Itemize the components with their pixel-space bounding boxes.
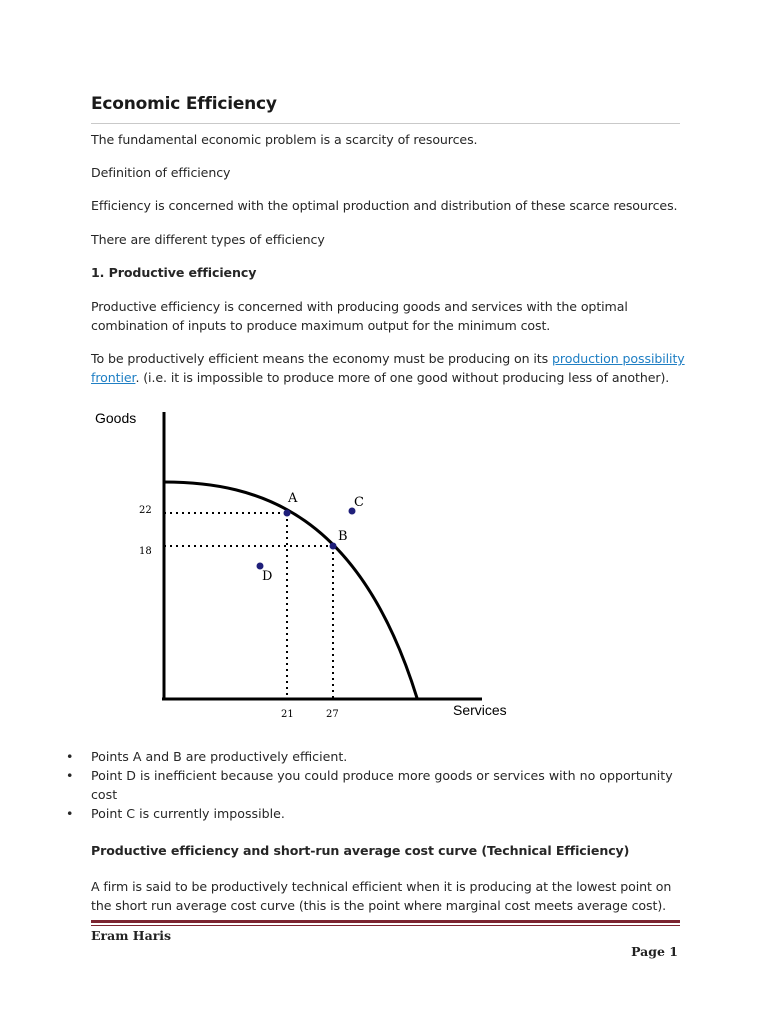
y-tick-22: 22 [139, 505, 152, 516]
title-divider [91, 123, 680, 124]
ppf-paragraph [91, 349, 686, 387]
footer-divider-thin [91, 925, 680, 926]
x-axis-label: Services [453, 702, 507, 718]
point-d-label: D [262, 569, 273, 584]
section2-paragraph: A firm is said to be productively technical efficient when it is producing at the lowest point on the short run average cost curve (this is the point where marginal cost meets average cost). [91, 879, 672, 913]
ppf-chart [90, 404, 515, 724]
point-a-marker [284, 510, 291, 517]
point-b-label: B [338, 529, 348, 544]
page-title: Economic Efficiency [91, 94, 277, 114]
section1-paragraph: Productive efficiency is concerned with producing goods and services with the optimal combination of inputs to produce maximum output for the minimum cost. [91, 299, 628, 333]
bullet-list [64, 747, 684, 823]
bullet-icon: • [66, 806, 74, 821]
footer-author: Eram Haris [91, 928, 172, 943]
footer-divider [91, 920, 680, 923]
definition-paragraph: Efficiency is concerned with the optimal production and distribution of these scarce resources. [91, 198, 678, 213]
y-tick-18: 18 [139, 546, 152, 557]
section1-heading: 1. Productive efficiency [91, 265, 257, 280]
section2-heading: Productive efficiency and short-run average cost curve (Technical Efficiency) [91, 843, 630, 858]
list-item: • Point C is currently impossible. [66, 806, 285, 821]
intro-paragraph: The fundamental economic problem is a scarcity of resources. [91, 132, 478, 147]
types-paragraph: There are different types of efficiency [91, 232, 325, 247]
point-a-label: A [288, 491, 298, 506]
ppf-text-before: To be productively efficient means the economy must be producing on its [91, 351, 553, 366]
ppf-link[interactable]: production possibility frontier [91, 351, 685, 385]
definition-heading: Definition of efficiency [91, 165, 231, 180]
list-item: • Points A and B are productively efficient. [66, 749, 348, 764]
list-item: • Point D is inefficient because you could produce more goods or services with no opportunity cost [66, 768, 673, 802]
point-c-label: C [354, 495, 364, 510]
ppf-text-after: . (i.e. it is impossible to produce more of one good without producing less of another). [135, 370, 670, 385]
point-b-marker [330, 543, 337, 550]
x-tick-27: 27 [326, 709, 339, 720]
x-tick-21: 21 [281, 709, 294, 720]
footer-page-number: Page 1 [631, 944, 678, 959]
bullet-icon: • [66, 768, 74, 783]
bullet-icon: • [66, 749, 74, 764]
y-axis-label: Goods [95, 410, 137, 426]
